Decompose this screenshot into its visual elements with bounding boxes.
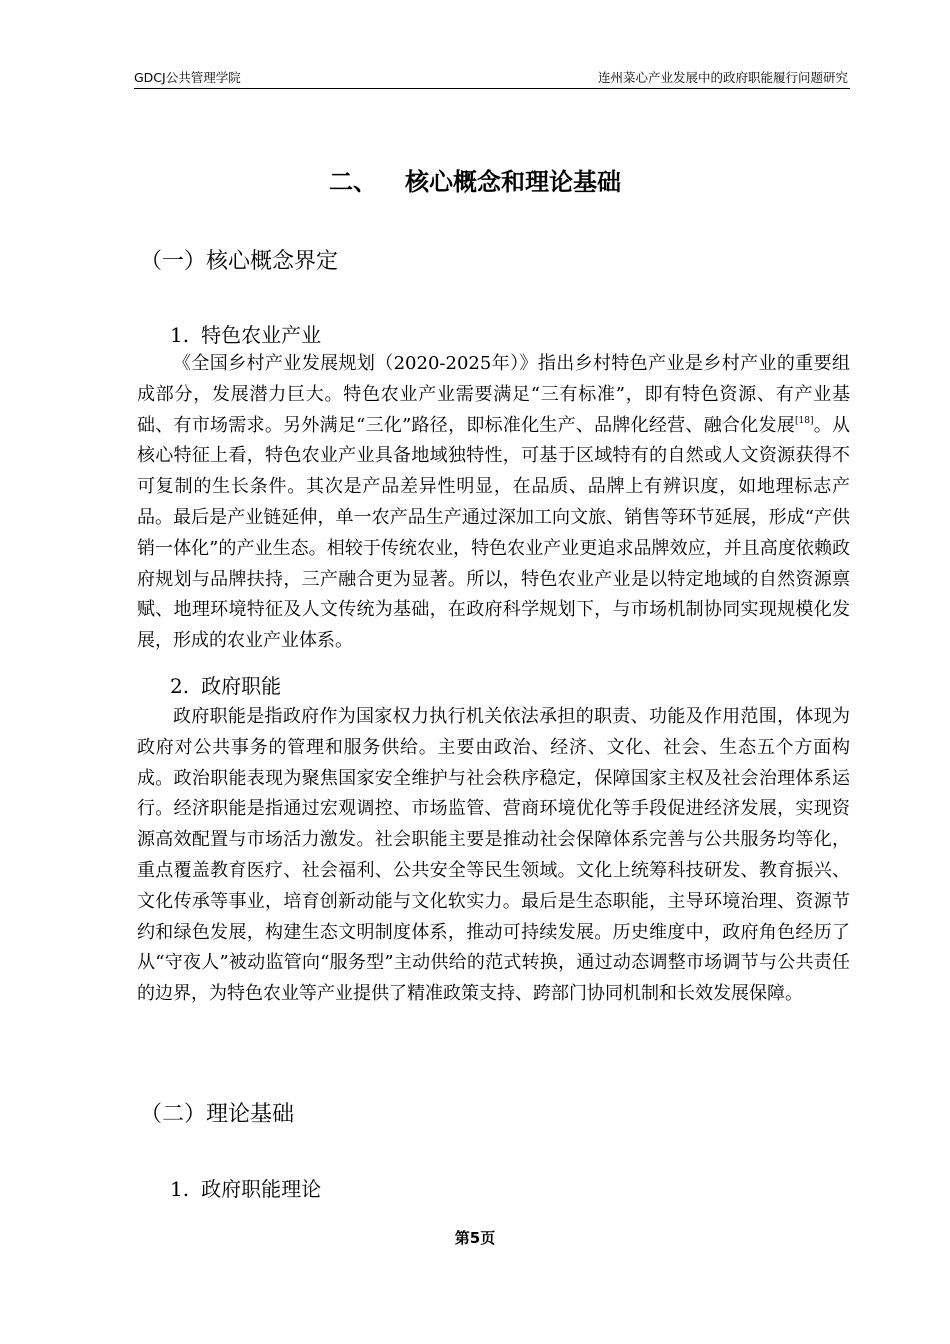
subsection-title-1 [170,319,321,348]
paragraph-text: 。从核心特征上看，特色农业产业具备地域独特性，可基于区域特有的自然或人文资源获得不可复制的生长条件。其次是产品差异性明显，在品质、品牌上有辨识度，如地理标志产品。最后是产业链延伸，单一农产品生产通过深加工向文旅、销售等环节延展，形成“产供销一体化”的产业生态。相较于传统农业，特色农业产业更追求品牌效应，并且高度依赖政府规划与品牌扶持，三产融合更为显著。所以，特色农业产业是以特定地域的自然资源禀赋、地理环境特征及人文传统为基础，在政府科学规划下，与市场机制协同实现规模化发展，形成的农业产业体系。 [137,414,851,652]
subsection-number: 2. [170,674,190,698]
subsection-number: 1. [170,1177,190,1201]
subsection-title-text: 政府职能 [201,674,282,698]
section-title-2: （二）理论基础 [140,1102,295,1127]
paragraph-government-functions: 政府职能是指政府作为国家权力执行机关依法承担的职责、功能及作用范围，体现为政府对公共事务的管理和服务供给。主要由政治、经济、文化、社会、生态五个方面构成。政治职能表现为聚焦国家安全维护与社会秩序稳定，保障国家主权及社会治理体系运行。经济职能是指通过宏观调控、市场监管、营商环境优化等手段促进经济发展，实现资源高效配置与市场活力激发。社会职能主要是推动社会保障体系完善与公共服务均等化，重点覆盖教育医疗、社会福利、公共安全等民生领域。文化上统筹科技研发、教育振兴、文化传承等事业，培育创新动能与文化软实力。最后是生态职能，主导环境治理、资源节约和绿色发展，构建生态文明制度体系，推动可持续发展。历史维度中，政府角色经历了从“守夜人”被动监管向“服务型”主动供给的范式转换，通过动态调整市场调节与公共责任的边界，为特色农业等产业提供了精准政策支持、跨部门协同机制和长效发展保障。 [137,706,850,1005]
subsection-title-2 [170,670,281,699]
paragraph-text: 《全国乡村产业发展规划（2020-2025年）》指出乡村特色产业是乡村产业的重要组成部分，发展潜力巨大。特色农业产业需要满足“三有标准”，即有特色资源、有产业基础、有市场需求。另外满足“三化”路径，即标准化生产、品牌化经营、融合化发展 [137,353,850,436]
page-number: 第5页 [454,1229,496,1247]
page-header [134,66,850,89]
subsection-title-text: 特色农业产业 [201,323,322,347]
chapter-title [0,162,950,197]
subsection-title-3 [170,1173,321,1202]
subsection-number: 1. [170,323,190,347]
citation-ref[interactable]: [18] [795,415,814,426]
chapter-title-text: 核心概念和理论基础 [405,168,621,196]
subsection-title-text: 政府职能理论 [201,1177,322,1201]
header-thesis-title: 连州菜心产业发展中的政府职能履行问题研究 [597,70,848,85]
chapter-number: 二、 [329,168,377,196]
section-title-1: （一）核心概念界定 [140,249,339,274]
header-institution: GDCJ公共管理学院 [134,70,241,85]
paragraph-specialty-agriculture [137,349,850,657]
